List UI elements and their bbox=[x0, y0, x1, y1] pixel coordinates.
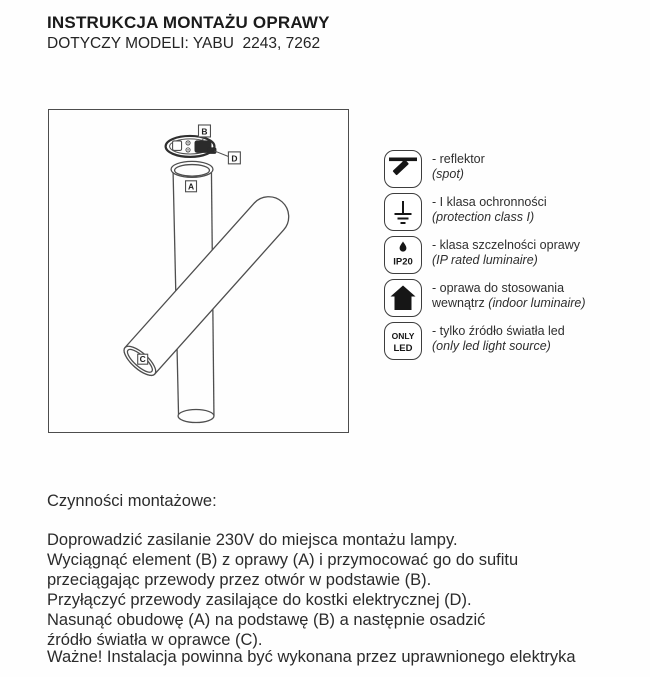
instructions-steps bbox=[47, 530, 518, 650]
legend-text bbox=[432, 193, 547, 225]
legend-text bbox=[432, 236, 580, 268]
legend-item-spot bbox=[384, 150, 634, 188]
legend-item-protection-class bbox=[384, 193, 634, 231]
instruction-line: Przyłączyć przewody zasilające do kostki elektrycznej (D). bbox=[47, 591, 472, 609]
legend-label: - I klasa ochronności bbox=[432, 195, 547, 209]
protection-class-1-icon bbox=[384, 193, 422, 231]
label-c: C bbox=[139, 354, 146, 365]
legend-item-ip-rating bbox=[384, 236, 634, 274]
ip20-rating-icon bbox=[384, 236, 422, 274]
instruction-line: przeciągając przewody przez otwór w podstawie (B). bbox=[47, 571, 432, 589]
spot-icon bbox=[384, 150, 422, 188]
legend-label-cont: wewnątrz bbox=[432, 296, 489, 310]
led-label: LED bbox=[393, 343, 413, 354]
instruction-line: Wyciągnąć element (B) z oprawy (A) i przymocować go do sufitu bbox=[47, 551, 519, 569]
page-title: INSTRUKCJA MONTAŻU OPRAWY bbox=[47, 13, 330, 32]
legend-label: - oprawa do stosowania bbox=[432, 281, 565, 295]
legend-text bbox=[432, 322, 565, 354]
led-only-icon bbox=[384, 322, 422, 360]
ceiling-plate bbox=[166, 136, 217, 157]
legend-item-indoor bbox=[384, 279, 634, 317]
only-label: ONLY bbox=[391, 331, 415, 341]
label-a: A bbox=[187, 181, 195, 192]
instruction-line: Nasunąć obudowę (A) na podstawę (B) a następnie osadzić bbox=[47, 611, 486, 629]
instruction-line: Doprowadzić zasilanie 230V do miejsca montażu lampy. bbox=[47, 531, 458, 549]
assembly-diagram bbox=[48, 109, 349, 433]
ip20-label: IP20 bbox=[393, 256, 413, 268]
instruction-line: źródło światła w oprawce (C). bbox=[47, 631, 263, 649]
header bbox=[47, 13, 330, 52]
legend-label: - tylko źródło światła led bbox=[432, 324, 565, 338]
legend-label: - klasa szczelności oprawy bbox=[432, 238, 580, 252]
legend-sublabel: (protection class I) bbox=[432, 210, 535, 224]
legend-sublabel: (IP rated luminaire) bbox=[432, 253, 538, 267]
legend-sublabel: (spot) bbox=[432, 167, 464, 181]
legend-item-led-only bbox=[384, 322, 634, 360]
label-d: D bbox=[231, 153, 238, 164]
legend-sublabel: (only led light source) bbox=[432, 339, 551, 353]
legend-text bbox=[432, 150, 485, 182]
diagonal-tube bbox=[120, 189, 297, 381]
legend bbox=[384, 150, 634, 360]
instructions-heading: Czynności montażowe: bbox=[47, 492, 217, 510]
legend-label: - reflektor bbox=[432, 152, 485, 166]
model-info: DOTYCZY MODELI: YABU 2243, 7262 bbox=[47, 35, 321, 52]
warning-note: Ważne! Instalacja powinna być wykonana przez uprawnionego elektryka bbox=[47, 648, 576, 666]
legend-sublabel: (indoor luminaire) bbox=[488, 296, 586, 310]
indoor-use-icon bbox=[384, 279, 422, 317]
lamp-drawing bbox=[49, 110, 348, 432]
legend-text bbox=[432, 279, 586, 311]
label-b: B bbox=[201, 126, 208, 137]
